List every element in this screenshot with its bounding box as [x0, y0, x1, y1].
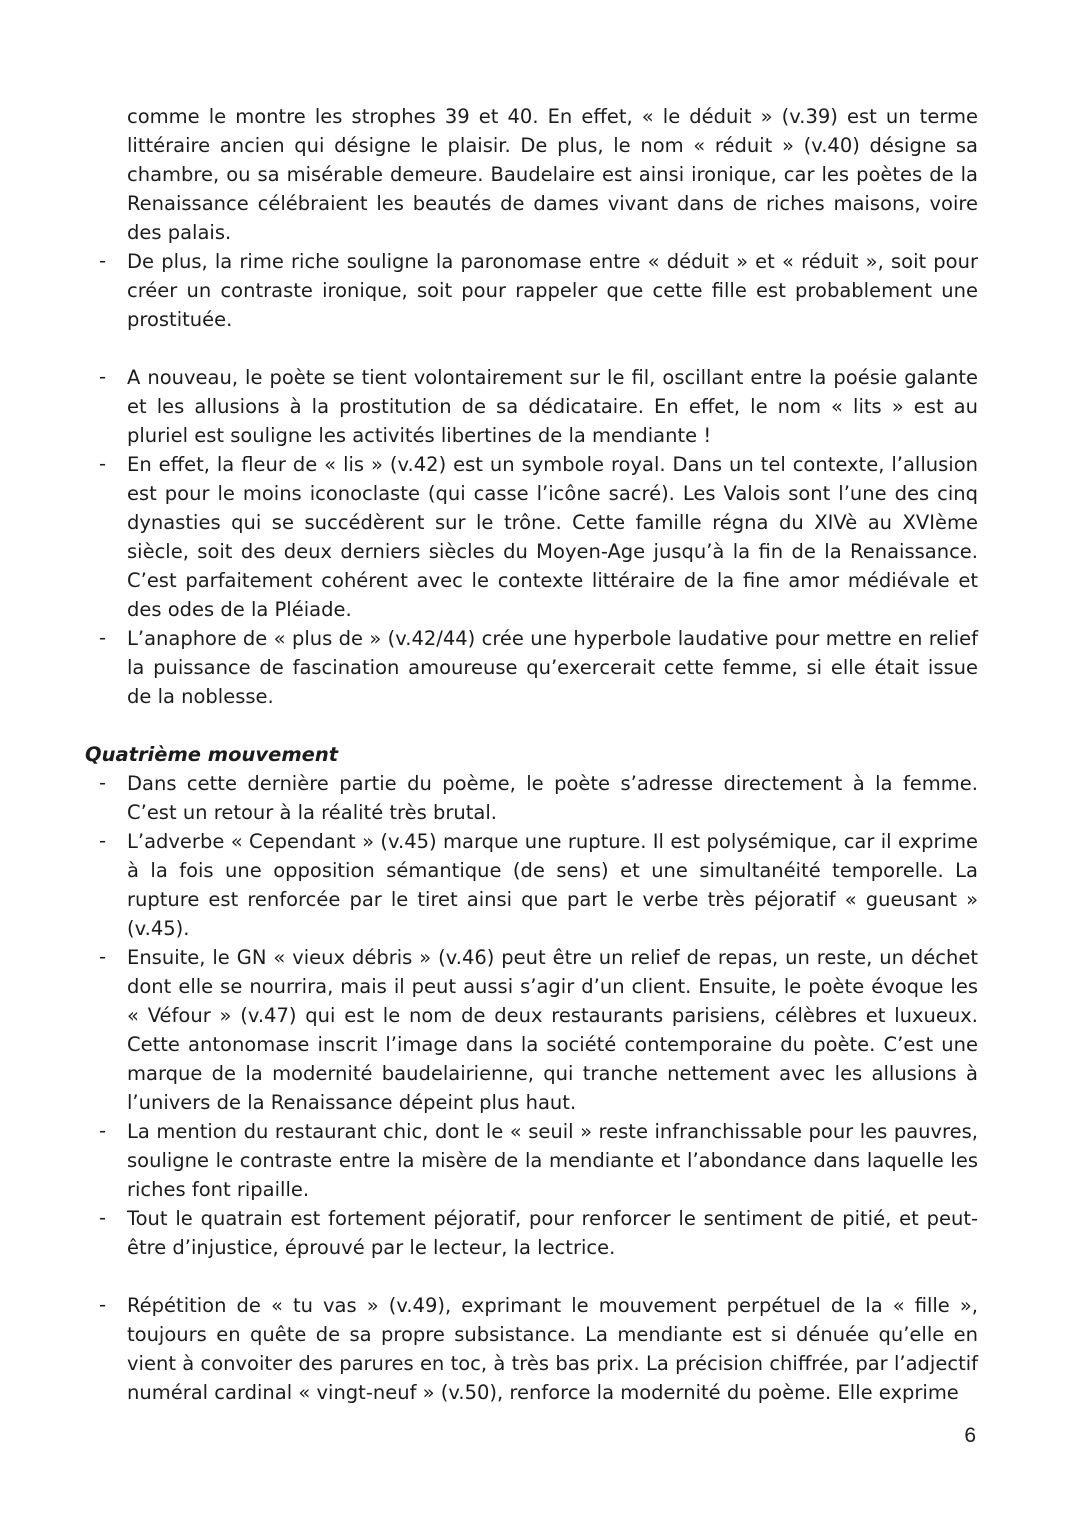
bullet-item	[85, 624, 978, 711]
bullet-text: A nouveau, le poète se tient volontairement sur le fil, oscillant entre la poésie galante et les allusions à la prostitution de sa dédicataire. En effet, le nom « lits » est au pluriel est souligne les activités libertines de la mendiante !	[127, 366, 978, 447]
bullet-text: L’adverbe « Cependant » (v.45) marque une rupture. Il est polysémique, car il exprime à la fois une opposition sémantique (de sens) et une simultanéité temporelle. La rupture est renforcée par le tiret ainsi que part le verbe très péjoratif « gueusant » (v.45).	[127, 830, 978, 940]
bullet-dash: -	[99, 626, 107, 649]
bullet-dash: -	[99, 1293, 107, 1316]
bullet-item	[85, 363, 978, 450]
bullet-group-1	[85, 247, 978, 334]
bullet-item	[85, 1291, 978, 1407]
bullet-text: De plus, la rime riche souligne la paronomase entre « déduit » et « réduit », soit pour créer un contraste ironique, soit pour rappeler que cette fille est probablement une prostituée.	[127, 250, 978, 331]
bullet-text: L’anaphore de « plus de » (v.42/44) crée une hyperbole laudative pour mettre en relief la puissance de fascination amoureuse qu’exercerait cette femme, si elle était issue de la noblesse.	[127, 627, 978, 708]
bullet-dash: -	[99, 452, 107, 475]
bullet-group-4	[85, 1291, 978, 1407]
document-body	[85, 102, 978, 1407]
bullet-text: Dans cette dernière partie du poème, le poète s’adresse directement à la femme. C’est un retour à la réalité très brutal.	[127, 772, 978, 824]
bullet-dash: -	[99, 771, 107, 794]
bullet-item	[85, 450, 978, 624]
spacer	[85, 1262, 978, 1291]
bullet-dash: -	[99, 249, 107, 272]
continuation-paragraph: comme le montre les strophes 39 et 40. En effet, « le déduit » (v.39) est un terme littéraire ancien qui désigne le plaisir. De plus, le nom « réduit » (v.40) désigne sa chambre, ou sa misérable demeure. Baudelaire est ainsi ironique, car les poètes de la Renaissance célébraient les beautés de dames vivant dans de riches maisons, voire des palais.	[127, 105, 978, 244]
bullet-group-3	[85, 769, 978, 1262]
bullet-item	[85, 943, 978, 1117]
bullet-dash: -	[99, 1206, 107, 1229]
bullet-dash: -	[99, 1119, 107, 1142]
bullet-group-2	[85, 363, 978, 711]
spacer	[85, 711, 978, 740]
spacer	[85, 334, 978, 363]
bullet-text: En effet, la fleur de « lis » (v.42) est un symbole royal. Dans un tel contexte, l’allusion est pour le moins iconoclaste (qui casse l’icône sacré). Les Valois sont l’une des cinq dynasties qui se succédèrent sur le trône. Cette famille régna du XIVè au XVIème siècle, soit des deux derniers siècles du Moyen-Age jusqu’à la fin de la Renaissance. C’est parfaitement cohérent avec le contexte littéraire de la fine amor médiévale et des odes de la Pléiade.	[127, 453, 978, 621]
bullet-item	[85, 247, 978, 334]
section-heading: Quatrième mouvement	[85, 743, 339, 766]
bullet-item	[85, 827, 978, 943]
bullet-item	[85, 1117, 978, 1204]
bullet-text: Tout le quatrain est fortement péjoratif, pour renforcer le sentiment de pitié, et peut-être d’injustice, éprouvé par le lecteur, la lectrice.	[127, 1207, 978, 1259]
bullet-item	[85, 769, 978, 827]
bullet-text: Ensuite, le GN « vieux débris » (v.46) peut être un relief de repas, un reste, un déchet dont elle se nourrira, mais il peut aussi s’agir d’un client. Ensuite, le poète évoque les « Véfour » (v.47) qui est le nom de deux restaurants parisiens, célèbres et luxueux. Cette antonomase inscrit l’image dans la société contemporaine du poète. C’est une marque de la modernité baudelairienne, qui tranche nettement avec les allusions à l’univers de la Renaissance dépeint plus haut.	[127, 946, 978, 1114]
bullet-text: La mention du restaurant chic, dont le « seuil » reste infranchissable pour les pauvres, souligne le contraste entre la misère de la mendiante et l’abondance dans laquelle les riches font ripaille.	[127, 1120, 978, 1201]
bullet-text: Répétition de « tu vas » (v.49), exprimant le mouvement perpétuel de la « fille », toujours en quête de sa propre subsistance. La mendiante est si dénuée qu’elle en vient à convoiter des parures en toc, à très bas prix. La précision chiffrée, par l’adjectif numéral cardinal « vingt-neuf » (v.50), renforce la modernité du poème. Elle exprime	[127, 1294, 978, 1404]
bullet-dash: -	[99, 829, 107, 852]
bullet-dash: -	[99, 365, 107, 388]
page-number: 6	[964, 1424, 976, 1447]
bullet-item	[85, 1204, 978, 1262]
bullet-dash: -	[99, 945, 107, 968]
